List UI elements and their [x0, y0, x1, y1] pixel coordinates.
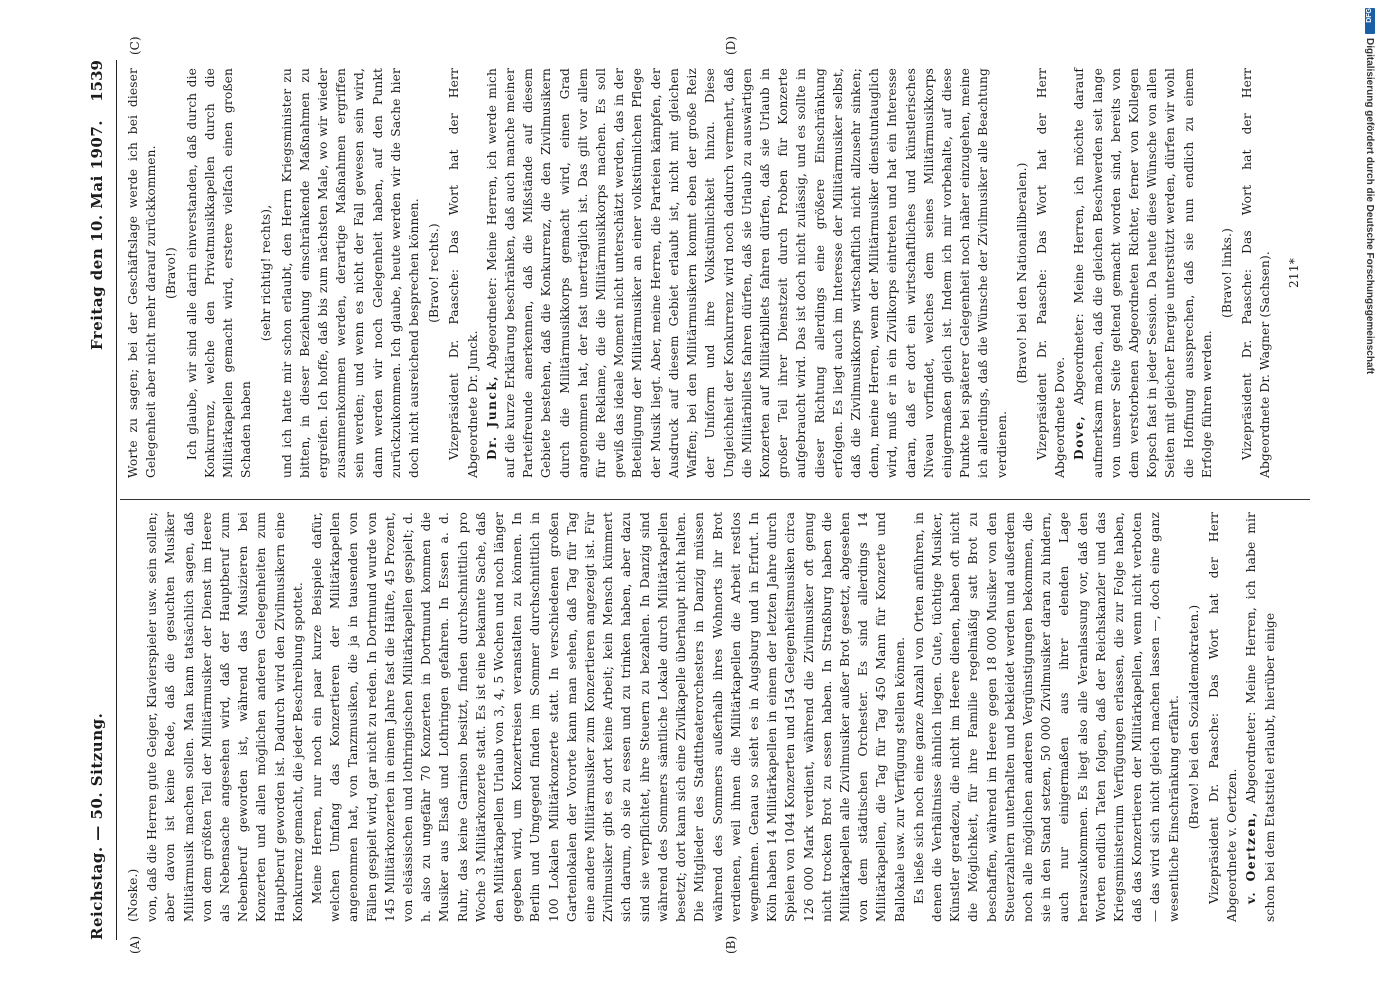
margin-marker-d: (D): [724, 36, 738, 55]
speaker-lead: (Noske.): [126, 868, 140, 922]
rotated-print-page: [84, 36, 1320, 954]
vice-president-call: Vizepräsident Dr. Paasche: Das Wort hat der Herr Abgeordnete v. Oertzen.: [1206, 512, 1240, 922]
paragraph: Abgeordneter: Meine Herren, ich habe mir schon bei dem Etatstitel erlaubt, hierüber einige: [1244, 512, 1277, 922]
vice-president-call: Vizepräsident Dr. Paasche: Das Wort hat der Herr Abgeordnete Dr. Junck.: [447, 68, 480, 478]
column-right: [124, 68, 1305, 478]
applause-note: (sehr richtig! rechts),: [259, 204, 274, 342]
digitization-credit: [1363, 38, 1375, 638]
header-left: Reichstag. — 50. Sitzung.: [88, 712, 106, 940]
paragraph: Abgeordneter: Meine Herren, ich möchte darauf aufmerksam machen, daß die gleichen Beschwerden seit lange von unserer Seite geltend gemacht worden sind, bereits von dem verstorbenen Abgeordneten Richter, ferner von Kollegen Kopsch fast in jeder Session. Da heute diese Wünsche von allen Seiten mit gleicher Energie unterstützt werden, dürfen wir wohl die Hoffnung aussprechen, daß sie nun endlich zu einem Erfolge führen werden.: [1072, 68, 1214, 478]
speaker-name: Dove,: [1072, 414, 1087, 460]
margin-marker-a: (A): [128, 935, 142, 954]
credit-text: Digitalisierung gefördert durch die Deutsche Forschungsgemeinschaft: [1364, 38, 1375, 375]
paragraph: von, daß die Herren gute Geiger, Klavierspieler usw. sein sollen; aber davon ist keine Rede, daß die gesuchten Musiker Militärmusik machen sollen. Man kann tatsächlich sagen, daß von dem größten Teil der Militärmusiker der Dienst im Heere als Nebensache angesehen wird, daß der Hauptberuf zum Nebenberuf geworden ist, während das Musizieren bei Konzerten und allen möglichen anderen Gelegenheiten zum Hauptberuf geworden ist. Dadurch wird den Zivilmusikern eine Konkurrenz gemacht, die jeder Beschreibung spottet.: [145, 512, 305, 922]
paragraph: Worte zu sagen; bei der Geschäftslage werde ich bei dieser Gelegenheit aber nicht mehr darauf zurückkommen.: [126, 68, 159, 478]
margin-marker-c: (C): [128, 36, 142, 55]
dfg-logo: [1365, 8, 1375, 34]
margin-marker-b: (B): [724, 935, 738, 954]
signature-mark: 211*: [1286, 258, 1301, 288]
speaker-name: v. Oertzen,: [1244, 811, 1259, 904]
applause-note: (Bravo! links.): [1219, 228, 1234, 318]
column-divider: [120, 499, 1310, 500]
applause-note: (Bravo!): [164, 247, 179, 299]
vice-president-call: Vizepräsident Dr. Paasche: Das Wort hat der Herr Abgeordnete Dove.: [1034, 68, 1068, 478]
header-right: Freitag den 10. Mai 1907.: [88, 120, 106, 351]
paragraph: und ich hatte mir schon erlaubt, den Herrn Kriegsminister zu bitten, in dieser Beziehung einschränkende Maßnahmen zu ergreifen. Ich hoffe, daß bis zum nächsten Male, wo wir wieder zusammenkommen werden, derartige Maßnahmen ergriffen sein werden; und wenn es nicht der Fall gewesen sein wird, dann werden wir noch Gelegenheit haben, auf den Punkt zurückzukommen. Ich glaube, heute werden wir die Sache hier doch nicht ausreichend besprechen können.: [279, 68, 422, 478]
paragraph: Ich glaube, wir sind alle darin einverstanden, daß durch die Konkurrenz, welche den Privatmusikkapellen durch die Militärkapellen gemacht wird, erstere vielfach einen großen Schaden haben: [184, 68, 254, 478]
vice-president-call: Vizepräsident Dr. Paasche: Das Wort hat der Herr Abgeordnete Dr. Wagner (Sachsen).: [1240, 68, 1273, 478]
paragraph: Es ließe sich noch eine ganze Anzahl von Orten anführen, in denen die Verhältnisse ähnlich liegen. Gute, tüchtige Musiker, Künstler geradezu, die nicht im Heere dienen, haben oft nicht die Möglichkeit, für ihre Familie regelmäßig satt Brot zu beschaffen, während im Heere gegen 18 000 Musiker von den Steuerzahlern unterhalten und bekleidet werden und außerdem noch alle möglichen anderen Vergünstigungen bekommen, die sie in den Stand setzen, 50 000 Zivilmusiker daran zu hindern, auch nur einigermaßen aus ihrer elenden Lage herauszukommen. Es liegt also alle Veranlassung vor, daß den Worten endlich Taten folgen, daß der Reichskanzler und das Kriegsministerium Verfügungen erlassen, die zur Folge haben, daß das Konzertieren der Militärkapellen, wenn nicht verboten — das wird sich nicht gleich machen lassen —, doch eine ganz wesentliche Einschränkung erfährt.: [911, 512, 1181, 922]
applause-note: (Bravo! bei den Sozialdemokraten.): [1186, 604, 1201, 830]
applause-note: (Bravo! bei den Nationalliberalen.): [1014, 162, 1029, 384]
applause-note: (Bravo! rechts.): [427, 223, 442, 323]
header-rule: [116, 60, 117, 940]
dfg-logo-text: DFG: [1366, 8, 1373, 23]
page-header: [84, 60, 114, 940]
paragraph: Meine Herren, nur noch ein paar kurze Beispiele dafür, welchen Umfang das Konzertieren der Militärkapellen angenommen hat, von Tanzmusiken, die ja in tausenden von Fällen gespielt wird, gar nicht zu reden. In Dortmund wurde von 145 Militärkonzerten in einem Jahre fast die Hälfte, 45 Prozent, von elsässischen und lothringischen Militärkapellen gespielt; d. h. also zu ungefähr 70 Konzerten in Dortmund kommen die Musiker aus Elsaß und Lothringen gefahren. In Essen a. d. Ruhr, das keine Garnison besitzt, finden durchschnittlich pro Woche 3 Militärkonzerte statt. Es ist eine bekannte Sache, daß den Militärkapellen Urlaub von 3, 4, 5 Wochen und noch länger gegeben wird, um Konzertreisen veranstalten zu können. In Berlin und Umgegend finden im Sommer durchschnittlich in 100 Lokalen Militärkonzerte statt. In verschiedenen großen Gartenlokalen der Vororte kann man sehen, daß Tag für Tag eine andere Militärmusiker zum Konzertieren angezeigt ist. Für Zivilmusiker gibt es dort keine Arbeit; kein Mensch kümmert sich darum, ob sie zu essen und zu trinken haben, aber dazu sind sie verpflichtet, ihre Steuern zu bezahlen. In Danzig sind während des Sommers sämtliche Lokale durch Militärkapellen besetzt; dort kann sich eine Zivilkapelle überhaupt nicht halten. Die Mitglieder des Stadttheaterorchesters in Danzig müssen während des Sommers außerhalb ihres Wohnorts ihr Brot verdienen, weil ihnen die Militärkapellen die Arbeit restlos wegnehmen. Genau so sieht es in Augsburg und in Erfurt. In Köln haben 14 Militärkapellen in einem der letzten Jahre durch Spielen von 1044 Konzerten und 154 Gelegenheitsmusiken circa 126 000 Mark verdient, während die Zivilmusiker oft genug nicht trocken Brot zu essen haben. In Straßburg haben die Militärkapellen alle Zivilmusiker außer Brot gesetzt, abgesehen von dem städtischen Orchester. Es sind allerdings 14 Militärkapellen, die Tag für Tag 450 Mann für Konzerte und Ballokale usw. zur Verfügung stellen können.: [310, 512, 907, 922]
paragraph: Abgeordneter: Meine Herren, ich werde mich auf die kurze Erklärung beschränken, daß auch manche meiner Parteifreunde anerkennen, daß die Mißstände auf diesem Gebiete bestehen, daß die Konkurrenz, die den Zivilmusikern durch die Militärmusikkorps gemacht wird, einen Grad angenommen hat, der fast unerträglich ist. Das gilt vor allem für die Reklame, die die Militärmusikkorps machen. Es soll gewiß das ideale Moment nicht unterschätzt werden, das in der Beteiligung der Militärmusiker an einer volkstümlichen Pflege der Musik liegt. Aber, meine Herren, die Parteien kämpfen, der Ausdruck auf diesem Gebiet erlaubt ist, nicht mit gleichen Waffen; bei den Militärmusikern kommt eben der große Reiz der Uniform und ihre Volkstümlichkeit hinzu. Diese Ungleichheit der Konkurrenz wird noch dadurch vermehrt, daß die Militärbillets fahren dürfen, daß sie Urlaub zu auswärtigen Konzerten auf Militärbillets fahren dürfen, daß sie Urlaub in großer Teil ihrer Dienstzeit durch Proben für Konzerte aufgebraucht wird. Das ist doch nicht zulässig, und es sollte in dieser Richtung allerdings eine größere Einschränkung erfolgen. Es liegt auch im Interesse der Militärmusiker selbst, daß die Zivilmusikkorps wirtschaftlich nicht allzusehr sinken; denn, meine Herren, wenn der Militärmusiker dienstuntauglich wird, muß er in ein Zivilkorps eintreten und hat ein Interesse daran, daß er dort ein wirtschaftliches und künstlerisches Niveau vorfindet, welches dem seines Militärmusikkorps einigermaßen gleich ist. Indem ich mir vorbehalte, auf diese Punkte bei späterer Gelegenheit noch näher einzugehen, meine ich allerdings, daß die Wünsche der Zivilmusiker alle Beachtung verdienen.: [484, 67, 1009, 478]
page-number: 1539: [88, 60, 106, 102]
column-left: [124, 512, 1280, 922]
speaker-name: Dr. Junck,: [484, 374, 499, 460]
